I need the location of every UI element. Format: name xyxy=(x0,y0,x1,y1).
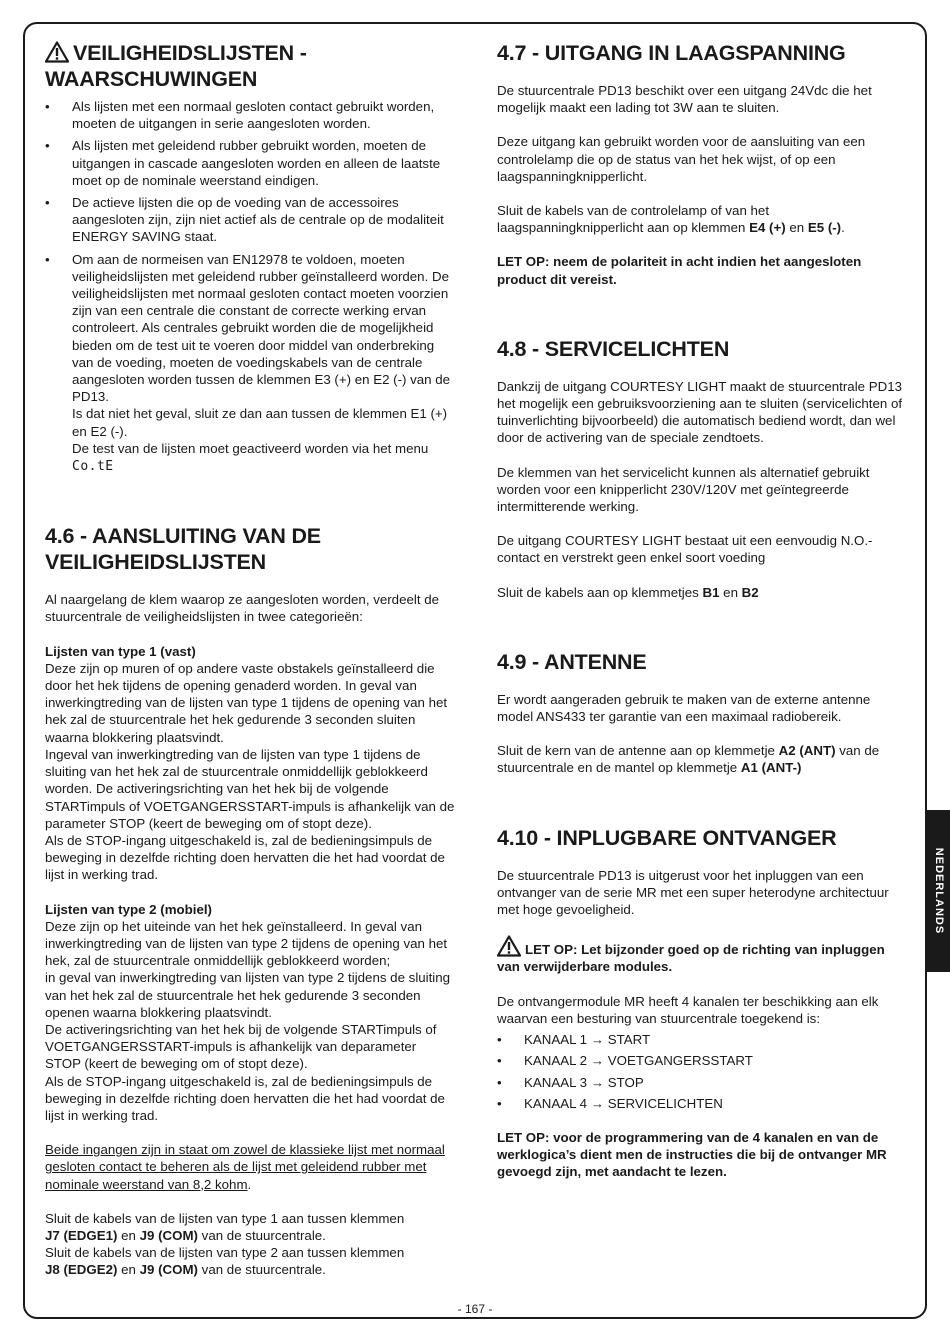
text-run: B2 xyxy=(741,584,759,600)
section-heading-text: 4.10 - INPLUGBARE ONTVANGER xyxy=(497,825,837,850)
text-run: . xyxy=(841,220,845,236)
text-run: A1 (ANT-) xyxy=(740,760,802,776)
channel-name: KANAAL 4 xyxy=(524,1095,588,1111)
text-run: B1 xyxy=(702,584,720,600)
paragraph xyxy=(45,901,455,1125)
text-run: Sluit de kern van de antenne aan op klemmetje xyxy=(497,743,779,759)
text-run: Al naargelang de klem waarop ze aangesloten worden, verdeelt de stuurcentrale de veiligheidslijsten in twee categorieën: xyxy=(45,592,439,625)
list-item xyxy=(45,194,455,246)
paragraph xyxy=(497,935,909,975)
text-run: Sluit de kabels van de lijsten van type 1 aan tussen klemmen xyxy=(45,1210,405,1226)
text-run: De ontvangermodule MR heeft 4 kanalen ter beschikking aan elk waarvan een besturing van stuurcentrale toegekend is: xyxy=(497,993,879,1026)
left-column xyxy=(45,40,455,1296)
text-run: De stuurcentrale PD13 is uitgerust voor het inpluggen van een ontvanger van de serie MR met een super heterodyne architectuur met hoge gevoeligheid. xyxy=(497,867,889,918)
text-run: Lijsten van type 1 (vast) xyxy=(45,643,196,659)
warning-icon xyxy=(497,935,521,957)
paragraph xyxy=(497,742,909,776)
section-heading xyxy=(497,649,909,675)
text-run: in geval van inwerkingtreding van lijsten van type 2 tijdens de sluiting van het hek zal de stuurcentrale het hek gedurende 3 seconden openen waarna blokkering plaatsvindt. xyxy=(45,970,451,1020)
arrow-right-icon: → xyxy=(590,1032,605,1048)
section-heading xyxy=(497,40,909,66)
text-run: Als de STOP-ingang uitgeschakeld is, zal de bedieningsimpuls de beweging in dezelfde richting doen hervatten die het had voordat de lijst in werking trad. xyxy=(45,832,445,883)
channel-function: START xyxy=(607,1032,651,1048)
paragraph xyxy=(497,993,909,1027)
text-run: Er wordt aangeraden gebruik te maken van de externe antenne model ANS433 ter garantie van een maximaal radiobereik. xyxy=(497,691,871,725)
list-item xyxy=(45,98,455,132)
text-run: van de stuurcentrale. xyxy=(197,1262,326,1278)
channel-item xyxy=(497,1052,909,1069)
section-heading xyxy=(497,825,909,851)
paragraph xyxy=(497,82,909,116)
paragraph xyxy=(497,464,909,516)
text-run: Sluit de kabels van de lijsten van type 2 aan tussen klemmen xyxy=(45,1245,405,1261)
section-heading xyxy=(45,523,455,575)
paragraph xyxy=(497,867,909,919)
bullet-list xyxy=(45,98,455,475)
text-run: Is dat niet het geval, sluit ze dan aan tussen de klemmen E1 (+) en E2 (-). xyxy=(72,406,448,439)
language-tab-label: NEDERLANDS xyxy=(932,847,945,935)
text-run: J9 (COM) xyxy=(139,1227,198,1243)
arrow-right-icon: → xyxy=(590,1074,605,1090)
list-item xyxy=(45,137,455,189)
text-run: De activeringsrichting van het hek bij de volgende STARTimpuls of VOETGANGERSSTART-impuls is afhankelijk van deparameter STOP (keert de beweging om of stopt deze). xyxy=(45,1021,437,1072)
text-run: De klemmen van het servicelicht kunnen als alternatief gebruikt worden voor een knipperlicht 230V/120V met geïntegreerde intermitterende werking. xyxy=(497,464,870,515)
text-run: Deze uitgang kan gebruikt worden voor de aansluiting van een controlelamp die op de status van het hek wijst, of op een laagspanningknipperlicht. xyxy=(497,134,866,184)
channel-function: VOETGANGERSSTART xyxy=(607,1053,753,1069)
paragraph xyxy=(497,1129,909,1181)
paragraph xyxy=(497,133,909,185)
text-run: J7 (EDGE1) xyxy=(45,1227,118,1243)
right-column xyxy=(497,40,909,1198)
channel-function: SERVICELICHTEN xyxy=(607,1095,723,1111)
section-heading-text: 4.9 - ANTENNE xyxy=(497,649,647,674)
text-run: Sluit de kabels aan op klemmetjes xyxy=(497,584,703,600)
text-run: LET OP: neem de polariteit in acht indien het aangesloten product dit vereist. xyxy=(497,254,862,287)
text-run: Dankzij de uitgang COURTESY LIGHT maakt de stuurcentrale PD13 het mogelijk een gebruiksvoorziening aan te sluiten (servicelichten of tuinverlichting bijvoorbeeld) die automatisch bediend wordt, dan wel door de activering van de speciale zendtoets. xyxy=(497,378,903,446)
text-run: en xyxy=(785,220,808,236)
text-run: Deze zijn op muren of op andere vaste obstakels geïnstalleerd die door het hek tijdens de opening genaderd worden. In geval van inwerkingtreding van de lijsten van type 1 tijdens de opening van het hek zal de stuurcentrale het hek gedurende 3 seconden sluiten waarna blokkering plaatsvindt. xyxy=(45,660,448,745)
menu-code: Co.tE xyxy=(72,459,114,475)
paragraph xyxy=(497,378,909,447)
channel-name: KANAAL 2 xyxy=(524,1053,588,1069)
text-run: Sluit de kabels van de controlelamp of van het laagspanningknipperlicht aan op klemmen xyxy=(497,203,770,236)
channel-name: KANAAL 3 xyxy=(524,1074,588,1090)
section-heading-text: 4.7 - UITGANG IN LAAGSPANNING xyxy=(497,41,846,65)
page-number: - 167 - xyxy=(457,1302,493,1316)
text-run: Lijsten van type 2 (mobiel) xyxy=(45,901,212,917)
channel-name: KANAAL 1 xyxy=(524,1032,588,1048)
paragraph xyxy=(45,591,455,625)
text-run: van de stuurcentrale. xyxy=(197,1227,326,1243)
text-run: en xyxy=(719,584,742,600)
section-heading-text: 4.6 - AANSLUITING VAN DE VEILIGHEIDSLIJSTEN xyxy=(45,524,321,575)
text-run: De stuurcentrale PD13 beschikt over een uitgang 24Vdc die het mogelijk maakt een lading tot 3W aan te sluiten. xyxy=(497,83,872,116)
text-run: De test van de lijsten moet geactiveerd worden via het menu xyxy=(72,440,429,456)
paragraph xyxy=(45,1141,455,1193)
paragraph xyxy=(497,691,909,725)
channel-item xyxy=(497,1074,909,1091)
text-run: E5 (-) xyxy=(807,220,842,236)
text-run: en xyxy=(117,1262,140,1278)
text-run: Beide ingangen zijn in staat om zowel de klassieke lijst met normaal gesloten contact te beheren als de lijst met geleidend rubber met nominale weerstand van 8,2 kohm xyxy=(45,1142,445,1192)
paragraph xyxy=(45,643,455,884)
text-run: LET OP: Let bijzonder goed op de richting van inpluggen van verwijderbare modules. xyxy=(497,942,885,975)
paragraph xyxy=(497,202,909,236)
text-run: J8 (EDGE2) xyxy=(45,1262,118,1278)
channel-item xyxy=(497,1095,909,1112)
warning-icon xyxy=(45,41,69,63)
text-run: Als de STOP-ingang uitgeschakeld is, zal de bedieningsimpuls de beweging in dezelfde richting doen hervatten die het had voordat de lijst in werking trad. xyxy=(45,1073,445,1123)
paragraph xyxy=(45,1210,455,1279)
text-run: LET OP: voor de programmering van de 4 kanalen en van de werklogica’s dient men de instructies die bij de ontvanger MR gevoegd zijn, met aandacht te lezen. xyxy=(497,1129,887,1180)
channel-list xyxy=(497,1031,909,1112)
channel-item xyxy=(497,1031,909,1048)
channel-function: STOP xyxy=(607,1074,644,1090)
paragraph xyxy=(497,584,909,601)
arrow-right-icon: → xyxy=(590,1095,605,1111)
text-run: J9 (COM) xyxy=(139,1262,198,1278)
section-heading xyxy=(45,40,455,92)
paragraph xyxy=(497,532,909,566)
text-run: . xyxy=(247,1176,252,1192)
section-heading-text: VEILIGHEIDSLIJSTEN - WAARSCHUWINGEN xyxy=(45,41,307,91)
text-run: De uitgang COURTESY LIGHT bestaat uit een eenvoudig N.O.-contact en verstrekt geen enkel soort voeding xyxy=(497,533,873,566)
text-run: E4 (+) xyxy=(749,220,786,236)
text-run: Deze zijn op het uiteinde van het hek geïnstalleerd. In geval van inwerkingtreding van de lijsten van type 2 tijdens de opening van het hek, zal de stuurcentrale onmiddellijk geblokkeerd worden; xyxy=(45,918,448,969)
arrow-right-icon: → xyxy=(590,1053,605,1069)
text-run: Als lijsten met een normaal gesloten contact gebruikt worden, moeten de uitgangen in serie aangesloten worden. xyxy=(72,99,435,132)
text-run: Als lijsten met geleidend rubber gebruikt worden, moeten de uitgangen in cascade aangesloten worden en alleen de laatste moet op de nominale weerstand eindigen. xyxy=(72,138,441,188)
text-run: A2 (ANT) xyxy=(778,743,836,759)
text-run: en xyxy=(117,1227,140,1243)
text-run: Ingeval van inwerkingtreding van de lijsten van type 1 tijdens de sluiting van het hek zal de stuurcentrale onmiddellijk geblokkeerd worden. De activeringsrichting van het hek bij de volgende STARTimpuls of VOETGANGERSSTART-impuls is afhankelijk van de parameter STOP (keert de beweging om of stopt deze). xyxy=(45,746,455,831)
text-run: Om aan de normeisen van EN12978 te voldoen, moeten veiligheidslijsten met geleidend rubber geïnstalleerd worden. De veiligheidslijsten met normaal gesloten contact moeten voorzien zijn van een centrale die constant de correcte werking ervan controleert. Als centrales gebruikt worden die de mogelijkheid bieden om de test uit te voeren door middel van onderbreking van de voeding, moeten de voedingskabels van de centrale aangesloten worden tussen de klemmen E3 (+) en E2 (-) van de PD13. xyxy=(72,251,451,405)
paragraph xyxy=(497,253,909,287)
language-tab xyxy=(927,810,950,972)
list-item xyxy=(45,251,455,476)
text-run: van de stuurcentrale en de mantel op klemmetje xyxy=(497,743,880,776)
text-run: De actieve lijsten die op de voeding van de accessoires aangesloten zijn, zijn niet actief als de centrale op de modaliteit ENERGY SAVING staat. xyxy=(72,195,444,245)
section-heading-text: 4.8 - SERVICELICHTEN xyxy=(497,336,730,361)
section-heading xyxy=(497,336,909,362)
